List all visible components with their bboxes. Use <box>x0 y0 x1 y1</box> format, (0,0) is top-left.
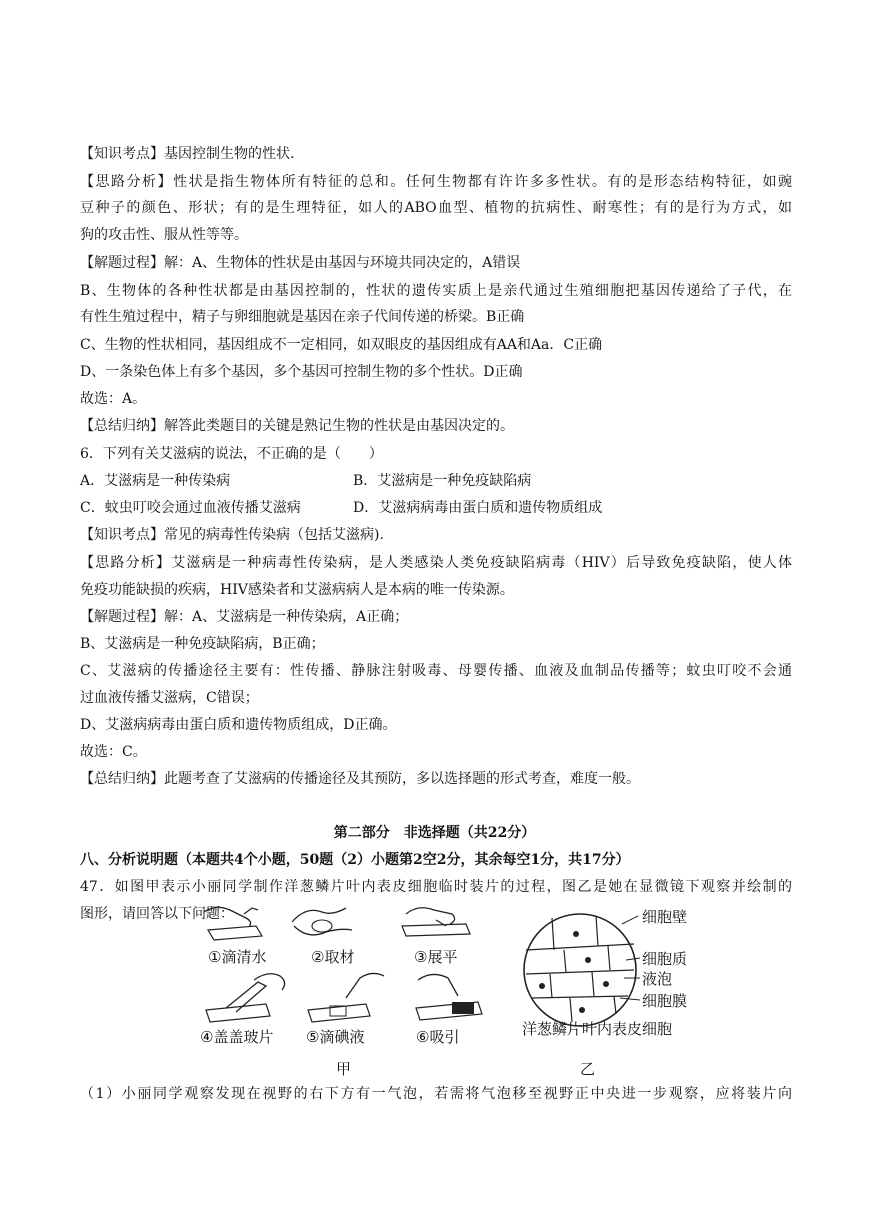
q6-analysis-line1: 【思路分析】艾滋病是一种病毒性传染病，是人类感染人类免疫缺陷病毒（HIV）后导致免疫缺陷，使人体 <box>80 555 792 571</box>
step-label-5: ⑤滴碘液 <box>306 1028 365 1046</box>
q5-analysis-line3: 狗的攻击性、服从性等等。 <box>80 227 248 243</box>
q6-stem: 6．下列有关艾滋病的说法，不正确的是（ ） <box>80 446 383 462</box>
step-drop-water-illustration <box>204 907 262 940</box>
q6-option-b: B．艾滋病是一种免疫缺陷病 <box>353 473 532 489</box>
step-cover-slip-illustration <box>206 974 285 1022</box>
label-cytoplasm: 细胞质 <box>642 950 688 968</box>
step-label-1: ①滴清水 <box>208 948 267 966</box>
step-label-3: ③展平 <box>414 948 458 966</box>
cell-caption: 洋葱鳞片叶内表皮细胞 <box>522 1020 673 1038</box>
q6-process-line2: B、艾滋病是一种免疫缺陷病，B正确； <box>80 636 325 652</box>
q6-process-line5: D、艾滋病病毒由蛋白质和遗传物质组成，D正确。 <box>80 717 397 733</box>
step-spread-illustration <box>402 908 470 936</box>
q47-stem-line1: 47．如图甲表示小丽同学制作洋葱鳞片叶内表皮细胞临时装片的过程，图乙是她在显微镜下观察并绘制的 <box>80 879 792 895</box>
q6-process-line4: 过血液传播艾滋病，C错误； <box>80 690 259 706</box>
q6-option-d: D．艾滋病病毒由蛋白质和遗传物质组成 <box>353 500 603 516</box>
figure-label-jia: 甲 <box>336 1060 352 1078</box>
q5-analysis-line1: 【思路分析】性状是指生物体所有特征的总和。任何生物都有许许多多性状。有的是形态结构特征，如豌 <box>80 174 792 190</box>
q5-knowledge: 【知识考点】基因控制生物的性状. <box>80 146 295 162</box>
q5-process-line4: C、生物的性状相同，基因组成不一定相同，如双眼皮的基因组成有AA和Aa．C正确 <box>80 337 603 353</box>
q47-stem-line2: 图形，请回答以下问题： <box>80 906 234 922</box>
q6-option-c: C．蚊虫叮咬会通过血液传播艾滋病 <box>80 500 301 516</box>
q5-process-line2: B、生物体的各种性状都是由基因控制的，性状的遗传实质上是亲代通过生殖细胞把基因传递给了子代，在 <box>80 283 792 299</box>
onion-cell-diagram <box>524 914 640 1026</box>
q6-process-line3: C、艾滋病的传播途径主要有：性传播、静脉注射吸毒、母婴传播、血液及血制品传播等；蚊虫叮咬不会通 <box>80 663 792 679</box>
step-label-6: ⑥吸引 <box>416 1028 460 1046</box>
step-absorb-illustration <box>416 974 482 1020</box>
step-label-2: ②取材 <box>311 948 355 966</box>
figure-onion-slide <box>196 900 696 1082</box>
q5-process-line3: 有性生殖过程中，精子与卵细胞就是基因在亲子代间传递的桥梁。B正确 <box>80 309 525 325</box>
q5-process-line1: 【解题过程】解：A、生物体的性状是由基因与环境共同决定的，A错误 <box>80 255 521 271</box>
step-label-4: ④盖盖玻片 <box>200 1028 274 1046</box>
section-heading: 八、分析说明题（本题共4个小题，50题（2）小题第2空2分，其余每空1分，共17分） <box>80 852 630 868</box>
label-vacuole: 液泡 <box>642 970 673 988</box>
step-iodine-illustration <box>308 973 384 1022</box>
q6-choice: 故选：C。 <box>80 744 147 760</box>
q6-summary: 【总结归纳】此题考查了艾滋病的传播途径及其预防，多以选择题的形式考查，难度一般。 <box>80 771 640 787</box>
label-cell-wall: 细胞壁 <box>642 908 688 926</box>
label-cell-membrane: 细胞膜 <box>642 992 688 1010</box>
q47-sub1: （1）小丽同学观察发现在视野的右下方有一气泡，若需将气泡移至视野正中央进一步观察，应将装片向 <box>80 1086 792 1102</box>
q5-choice: 故选：A。 <box>80 391 147 407</box>
q5-analysis-line2: 豆种子的颜色、形状；有的是生理特征，如人的ABO血型、植物的抗病性、耐寒性；有的是行为方式，如 <box>80 200 792 216</box>
step-take-material-illustration <box>292 908 352 935</box>
q6-process-line1: 【解题过程】解：A、艾滋病是一种传染病，A正确； <box>80 609 409 625</box>
q6-option-a: A．艾滋病是一种传染病 <box>80 473 231 489</box>
figure-label-yi: 乙 <box>580 1060 596 1078</box>
q5-process-line5: D、一条染色体上有多个基因，多个基因可控制生物的多个性状。D正确 <box>80 364 523 380</box>
part2-title: 第二部分 非选择题（共22分） <box>333 825 536 841</box>
q6-analysis-line2: 免疫功能缺损的疾病，HIV感染者和艾滋病病人是本病的唯一传染源。 <box>80 582 514 598</box>
q5-summary: 【总结归纳】解答此类题目的关键是熟记生物的性状是由基因决定的。 <box>80 418 514 434</box>
q6-knowledge: 【知识考点】常见的病毒性传染病（包括艾滋病). <box>80 527 384 543</box>
